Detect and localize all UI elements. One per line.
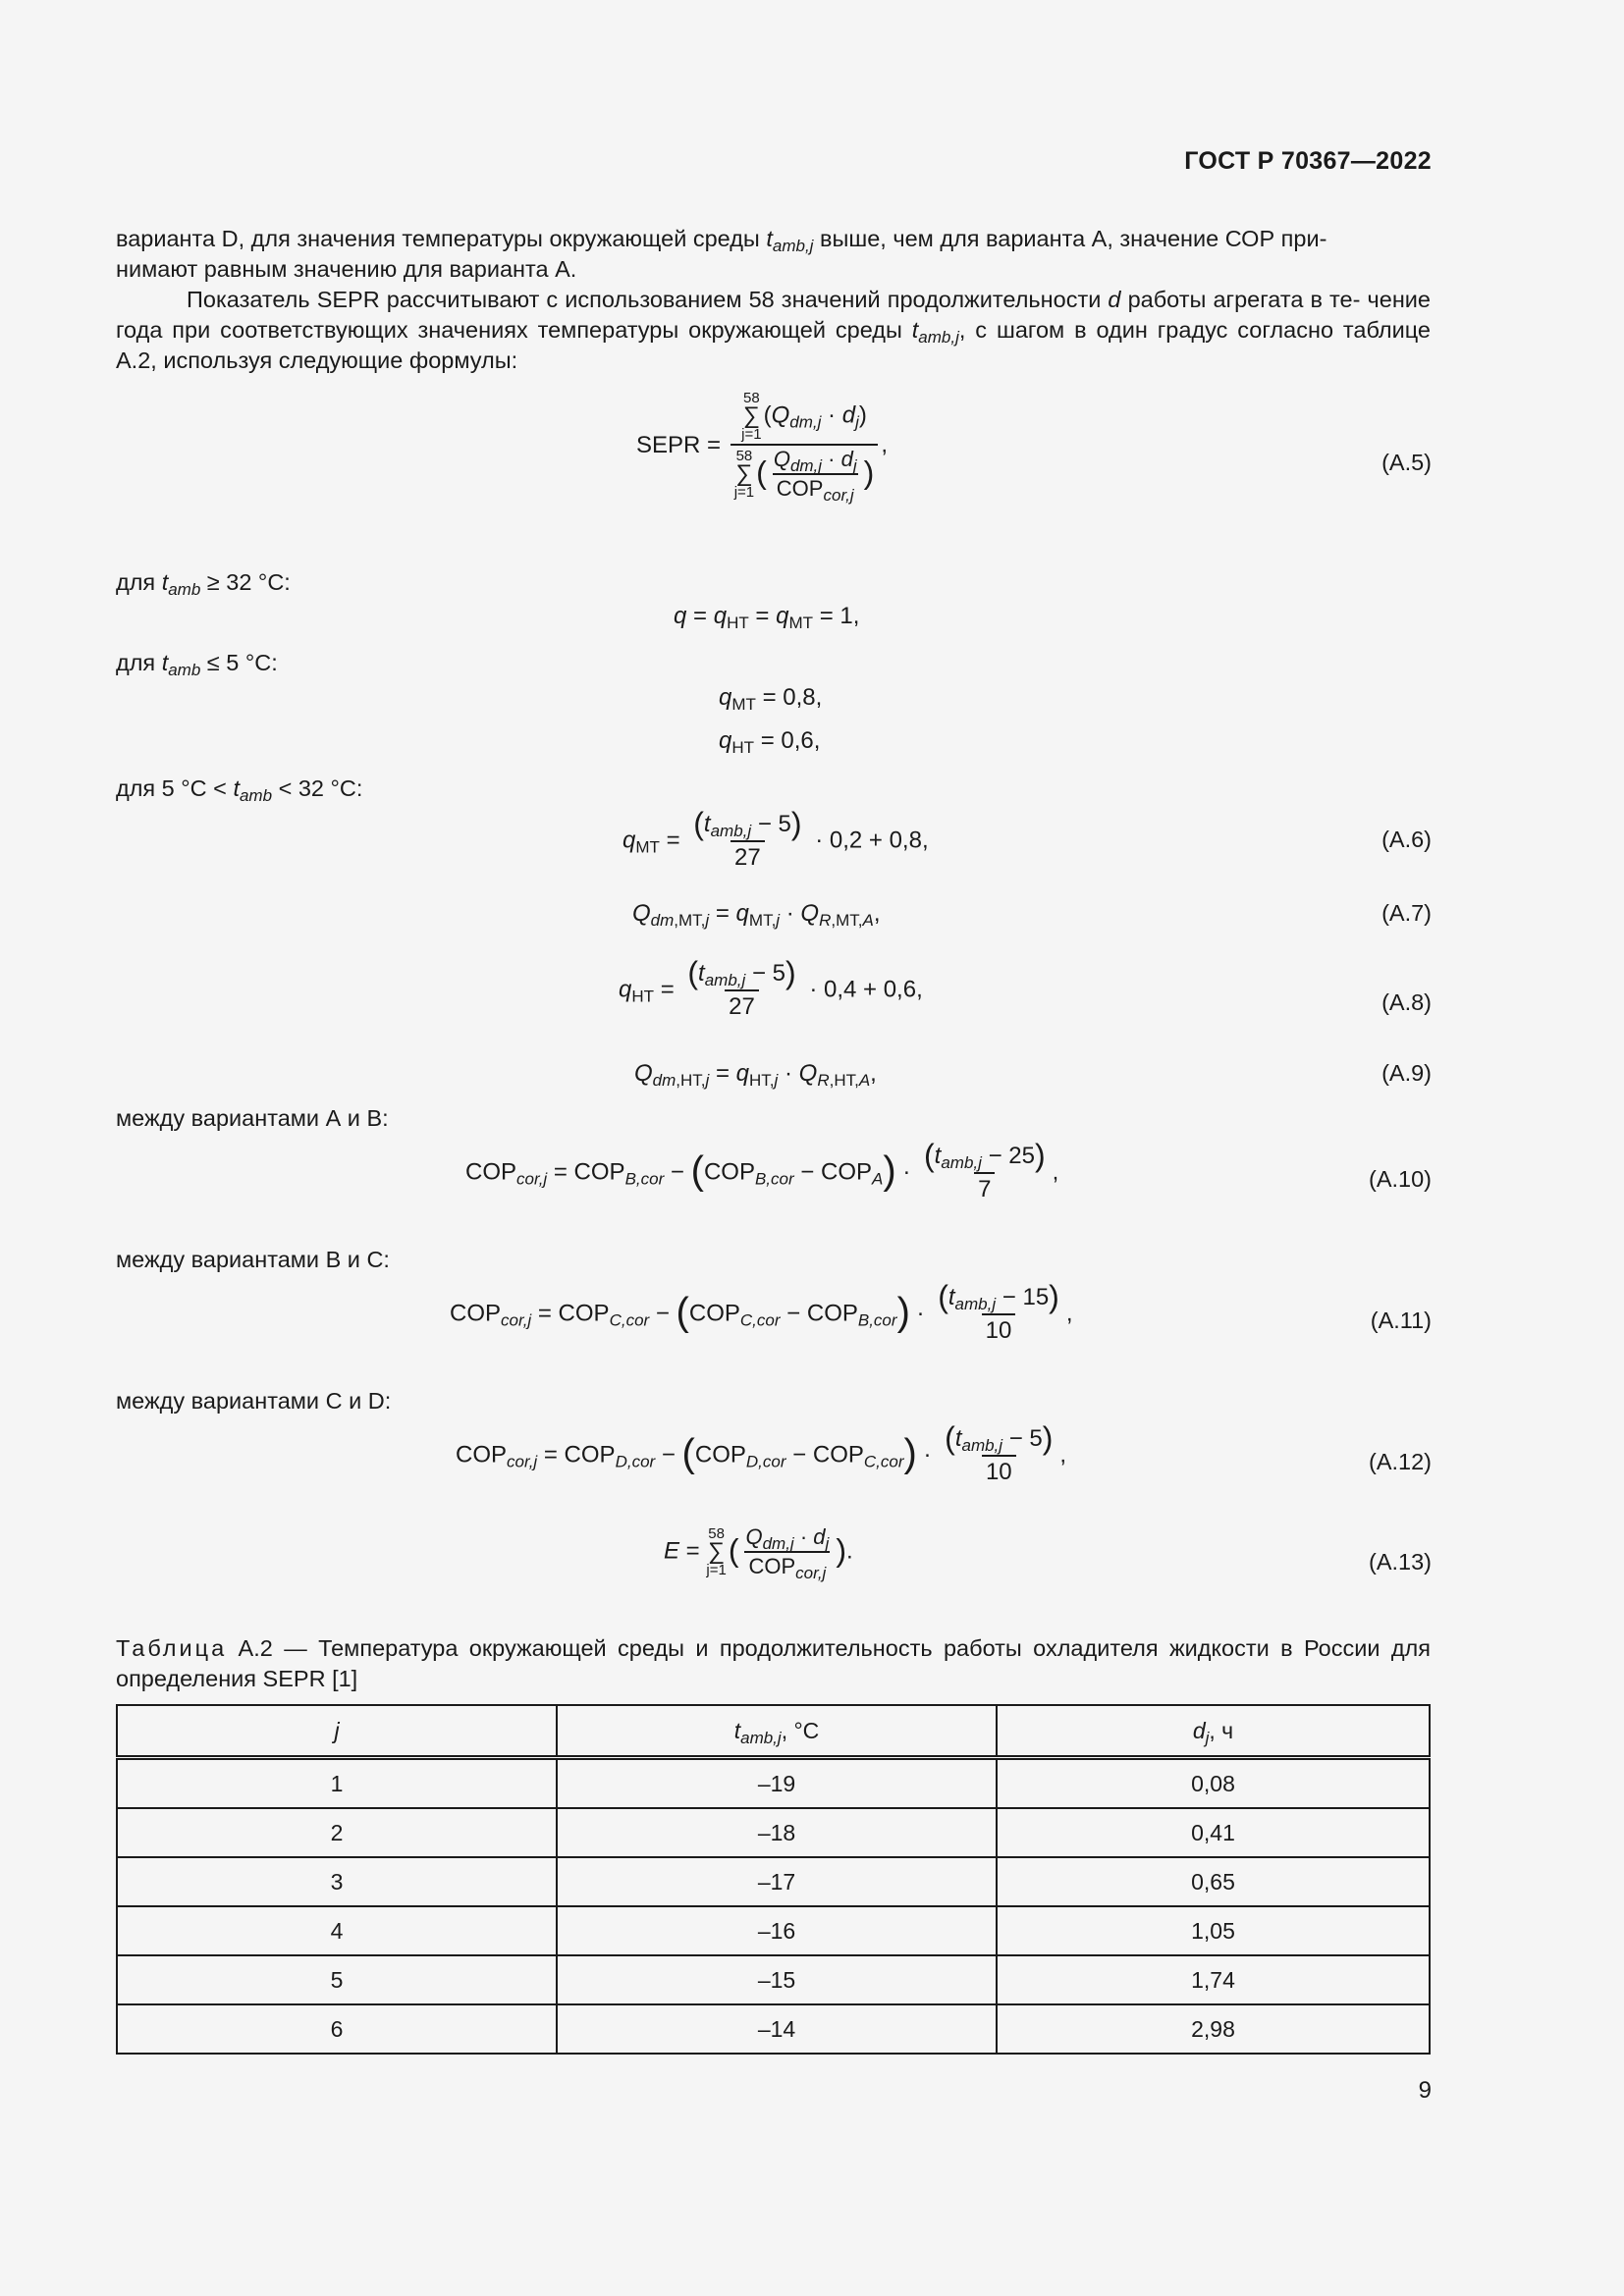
col-header-j: j: [117, 1705, 557, 1758]
table-row: 1 –19 0,08: [117, 1758, 1430, 1809]
condition-le-5: для $t_{amb} \le 5$ °С:: [116, 650, 278, 679]
eq-label-a9: (А.9): [1381, 1060, 1432, 1086]
eq-label-a11: (А.11): [1370, 1308, 1432, 1333]
standard-header: ГОСТ Р 70367—2022: [1184, 147, 1432, 175]
table-header-row: [117, 1705, 1430, 1758]
formula-cop-ab: $COP_{cor,j} = COP_{B,cor} - (COP_{B,cor} - COP_A)$ · $\frac{(t_{amb,j} - 25)}{7}$ ,: [465, 1138, 1059, 1202]
formula-q-ht-value: $q_{HT} = 0,6$,: [719, 727, 821, 757]
page-number: 9: [1418, 2077, 1432, 2104]
condition-ge-32: для $t_{amb} \ge 32$ °С:: [116, 569, 291, 599]
table-caption: Таблица А.2 — Температура окружающей среды и продолжительность работы охладителя жидкости в России для определения SEPR [1]: [116, 1635, 1431, 1691]
formula-cop-bc: $COP_{cor,j} = COP_{C,cor} - (COP_{C,cor} - COP_{B,cor})$ · $\frac{(t_{amb,j} - 15)}{10}$ ,: [450, 1279, 1073, 1344]
table-row: 5 –15 1,74: [117, 1955, 1430, 2004]
table-row: 4 –16 1,05: [117, 1906, 1430, 1955]
formula-q-mt-value: $q_{MT} = 0,8$,: [719, 684, 823, 714]
formula-energy: E = 58 ∑ j=1 ( $\frac{Q_{dm,j} \cdot d_j}{COP_{cor,j}}$ ).: [664, 1524, 853, 1582]
col-header-d: $d_j$, ч: [997, 1705, 1430, 1758]
formula-q-mt: $q_{MT}$ = $\frac{(t_{amb,j} - 5)}{27}$ · 0,2 + 0,8,: [623, 806, 929, 871]
eq-label-a8: (А.8): [1381, 989, 1432, 1015]
eq-label-a13: (А.13): [1369, 1549, 1432, 1575]
text-between-cd: между вариантами С и D:: [116, 1388, 392, 1414]
paragraph-2: Показатель SEPR рассчитывают с использованием 58 значений продолжительности d работы агрегата в те- чение года при соответствующих значениях температуры окружающей среды $t_{amb,j}$, с шагом в один градус согласно таблице А.2, используя следующие формулы:: [116, 287, 1432, 373]
formula-q-ht: $q_{HT}$ = $\frac{(t_{amb,j} - 5)}{27}$ · 0,4 + 0,6,: [619, 955, 923, 1020]
eq-label-a7: (А.7): [1381, 900, 1432, 926]
text-between-bc: между вариантами В и С:: [116, 1247, 390, 1272]
eq-label-a5: (А.5): [1381, 450, 1432, 475]
formula-q-dm-mt: $Q_{dm,MT,j} = q_{MT,j} \cdot Q_{R,MT,A}$,: [632, 900, 881, 930]
formula-q-equal: $q = q_{HT} = q_{MT} = 1$,: [674, 603, 860, 632]
text-between-ab: между вариантами А и В:: [116, 1105, 389, 1131]
formula-cop-cd: $COP_{cor,j} = COP_{D,cor} - (COP_{D,cor} - COP_{C,cor})$ · $\frac{(t_{amb,j} - 5)}{10}$ ,: [456, 1420, 1067, 1485]
table-row: 3 –17 0,65: [117, 1857, 1430, 1906]
condition-between: для 5 $^\circ С < t_{amb} < 32$ °С:: [116, 775, 363, 805]
formula-q-dm-ht: $Q_{dm,HT,j} = q_{HT,j} \cdot Q_{R,HT,A}$,: [634, 1060, 877, 1090]
sepr-fraction: 58 ∑ j=1 $(Q_{dm,j} \cdot d_j)$ 58 ∑ j=1 ( $\frac{Q_{dm,j} \cdot d_j}{COP_{cor,j}}$ ): [731, 391, 879, 501]
formula-sepr: SEPR = 58 ∑ j=1 $(Q_{dm,j} \cdot d_j)$ 58 ∑ j=1 ( $\frac{Q_{dm,j} \cdot d_j}{COP_{cor,j}}$ ) ,: [636, 390, 888, 505]
eq-label-a10: (А.10): [1369, 1166, 1432, 1192]
paragraph-1: варианта D, для значения температуры окружающей среды $t_{amb,j}$ выше, чем для варианта А, значение СОР при- нимают равным значению для варианта А.: [116, 226, 1327, 282]
eq-label-a6: (А.6): [1381, 827, 1432, 852]
eq-label-a12: (А.12): [1369, 1449, 1432, 1474]
col-header-t: $t_{amb,j}$, °С: [557, 1705, 997, 1758]
table-row: 2 –18 0,41: [117, 1808, 1430, 1857]
table-row: 6 –14 2,98: [117, 2004, 1430, 2054]
data-table: [116, 1704, 1431, 2055]
